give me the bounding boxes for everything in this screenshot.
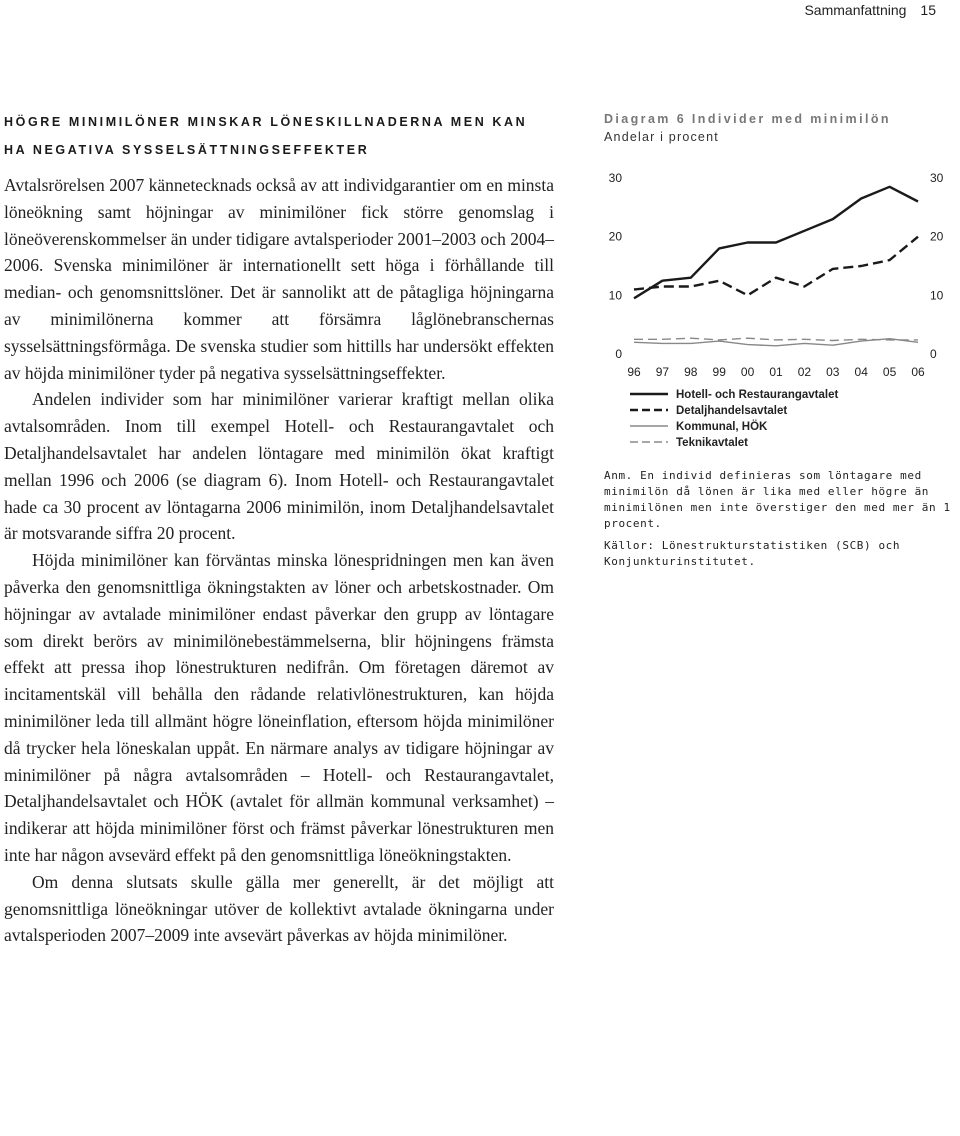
y-tick-label-left: 10 bbox=[608, 288, 622, 303]
paragraph-3: Höjda minimilöner kan förväntas minska lönespridningen men kan även påverka den genomsnittliga ökningstakten av löner och arbetskostnader. Om höjningar av avtalade minimilöner endast påverkar den grupp av löntagare som direkt berörs av minimilönebestämmelserna, blir höjningens främsta effekt att pressa ihop lönestrukturen nedifrån. Om företagen däremot av incitamentskäl vill behålla den rådande relativlönestrukturen, kan höjda minimilöner leda till allmänt högre löneinflation, eftersom höjda minimilöner då trycker hela löneskalan uppåt. En närmare analys av tidigare höjningar av minimilöner på några avtalsområden – Hotell- och Restaurangavtalet, Detaljhandelsavtalet och HÖK (avtalet för allmän kommunal verksamhet) – indikerar att höjda minimilöner först och främst påverkar lönestrukturen men inte har någon avsevärd effekt på den genomsnittliga löneökningstakten. bbox=[4, 550, 554, 865]
diagram-note: Anm. En individ definieras som löntagare med minimilön då lönen är lika med eller högre än minimilönen men inte överstiger den med mer än 1 procent. bbox=[604, 469, 951, 530]
chart-container bbox=[604, 154, 960, 450]
y-tick-label-right: 0 bbox=[930, 347, 937, 361]
x-tick-label: 04 bbox=[854, 365, 868, 379]
x-tick-label: 00 bbox=[740, 365, 755, 379]
x-tick-label: 97 bbox=[655, 365, 670, 379]
y-tick-label-right: 20 bbox=[930, 229, 944, 244]
series-line-3 bbox=[634, 338, 918, 340]
y-tick-label-left: 30 bbox=[608, 171, 622, 185]
section-title: Sammanfattning bbox=[804, 2, 907, 18]
line-chart bbox=[600, 154, 960, 450]
diagram-subtitle: Andelar i procent bbox=[604, 130, 719, 144]
x-tick-label: 06 bbox=[911, 365, 925, 379]
legend-label-1: Detaljhandelsavtalet bbox=[676, 405, 788, 417]
legend-label-2: Kommunal, HÖK bbox=[676, 421, 768, 433]
x-tick-label: 99 bbox=[712, 365, 726, 379]
y-tick-label-right: 30 bbox=[930, 171, 944, 185]
sidebar bbox=[604, 110, 954, 570]
y-tick-label-left: 0 bbox=[615, 347, 622, 361]
main-column bbox=[4, 108, 554, 949]
series-line-0 bbox=[634, 187, 918, 298]
page-number: 15 bbox=[920, 2, 936, 18]
section-heading: HÖGRE MINIMILÖNER MINSKAR LÖNESKILLNADERNA MEN KAN HA NEGATIVA SYSSELSÄTTNINGSEFFEKTER bbox=[4, 115, 528, 157]
x-tick-label: 05 bbox=[882, 365, 897, 379]
x-tick-label: 98 bbox=[684, 365, 698, 379]
running-head bbox=[804, 2, 936, 18]
diagram-title: Diagram 6 Individer med minimilön bbox=[604, 112, 891, 126]
series-line-1 bbox=[634, 237, 918, 296]
x-tick-label: 96 bbox=[627, 365, 641, 379]
legend-label-3: Teknikavtalet bbox=[676, 437, 749, 449]
y-tick-label-right: 10 bbox=[930, 288, 944, 303]
x-tick-label: 01 bbox=[769, 365, 783, 379]
y-tick-label-left: 20 bbox=[608, 229, 622, 244]
diagram-sources: Källor: Lönestrukturstatistiken (SCB) och Konjunkturinstitutet. bbox=[604, 539, 901, 568]
x-tick-label: 02 bbox=[797, 365, 812, 379]
x-tick-label: 03 bbox=[826, 365, 840, 379]
paragraph-1: Avtalsrörelsen 2007 kännetecknads också av att individgarantier om en minsta löneökning samt höjningar av minimilöner fick större genomslag i löneöverenskommelser än under tidigare avtalsperioder 2001–2003 och 2004–2006. Svenska minimilöner är internationellt sett höga i förhållande till median- och genomsnittslöner. Det är sannolikt att de påtagliga höjningarna av minimilönerna kommer att försämra låglönebranschernas sysselsättningsförmåga. De svenska studier som hittills har undersökt effekten av höjda minimilöner tyder på negativa sysselsättningseffekter. bbox=[4, 175, 554, 383]
paragraph-2: Andelen individer som har minimilöner varierar kraftigt mellan olika avtalsområden. Inom till exempel Hotell- och Restaurangavtalet och Detaljhandelsavtalet har andelen löntagare med minimilön ökat kraftigt mellan 1996 och 2006 (se diagram 6). Inom Hotell- och Restaurangavtalet hade ca 30 procent av löntagarna 2006 minimilön, inom Detaljhandelsavtalet är motsvarande siffra 20 procent. bbox=[4, 389, 554, 544]
legend-label-0: Hotell- och Restaurangavtalet bbox=[676, 389, 839, 401]
paragraph-4: Om denna slutsats skulle gälla mer generellt, är det möjligt att genomsnittliga löneökningar utöver de kollektivt avtalade ökningarna under avtalsperioden 2007–2009 inte avsevärt påverkas av höjda minimilöner. bbox=[4, 871, 554, 946]
